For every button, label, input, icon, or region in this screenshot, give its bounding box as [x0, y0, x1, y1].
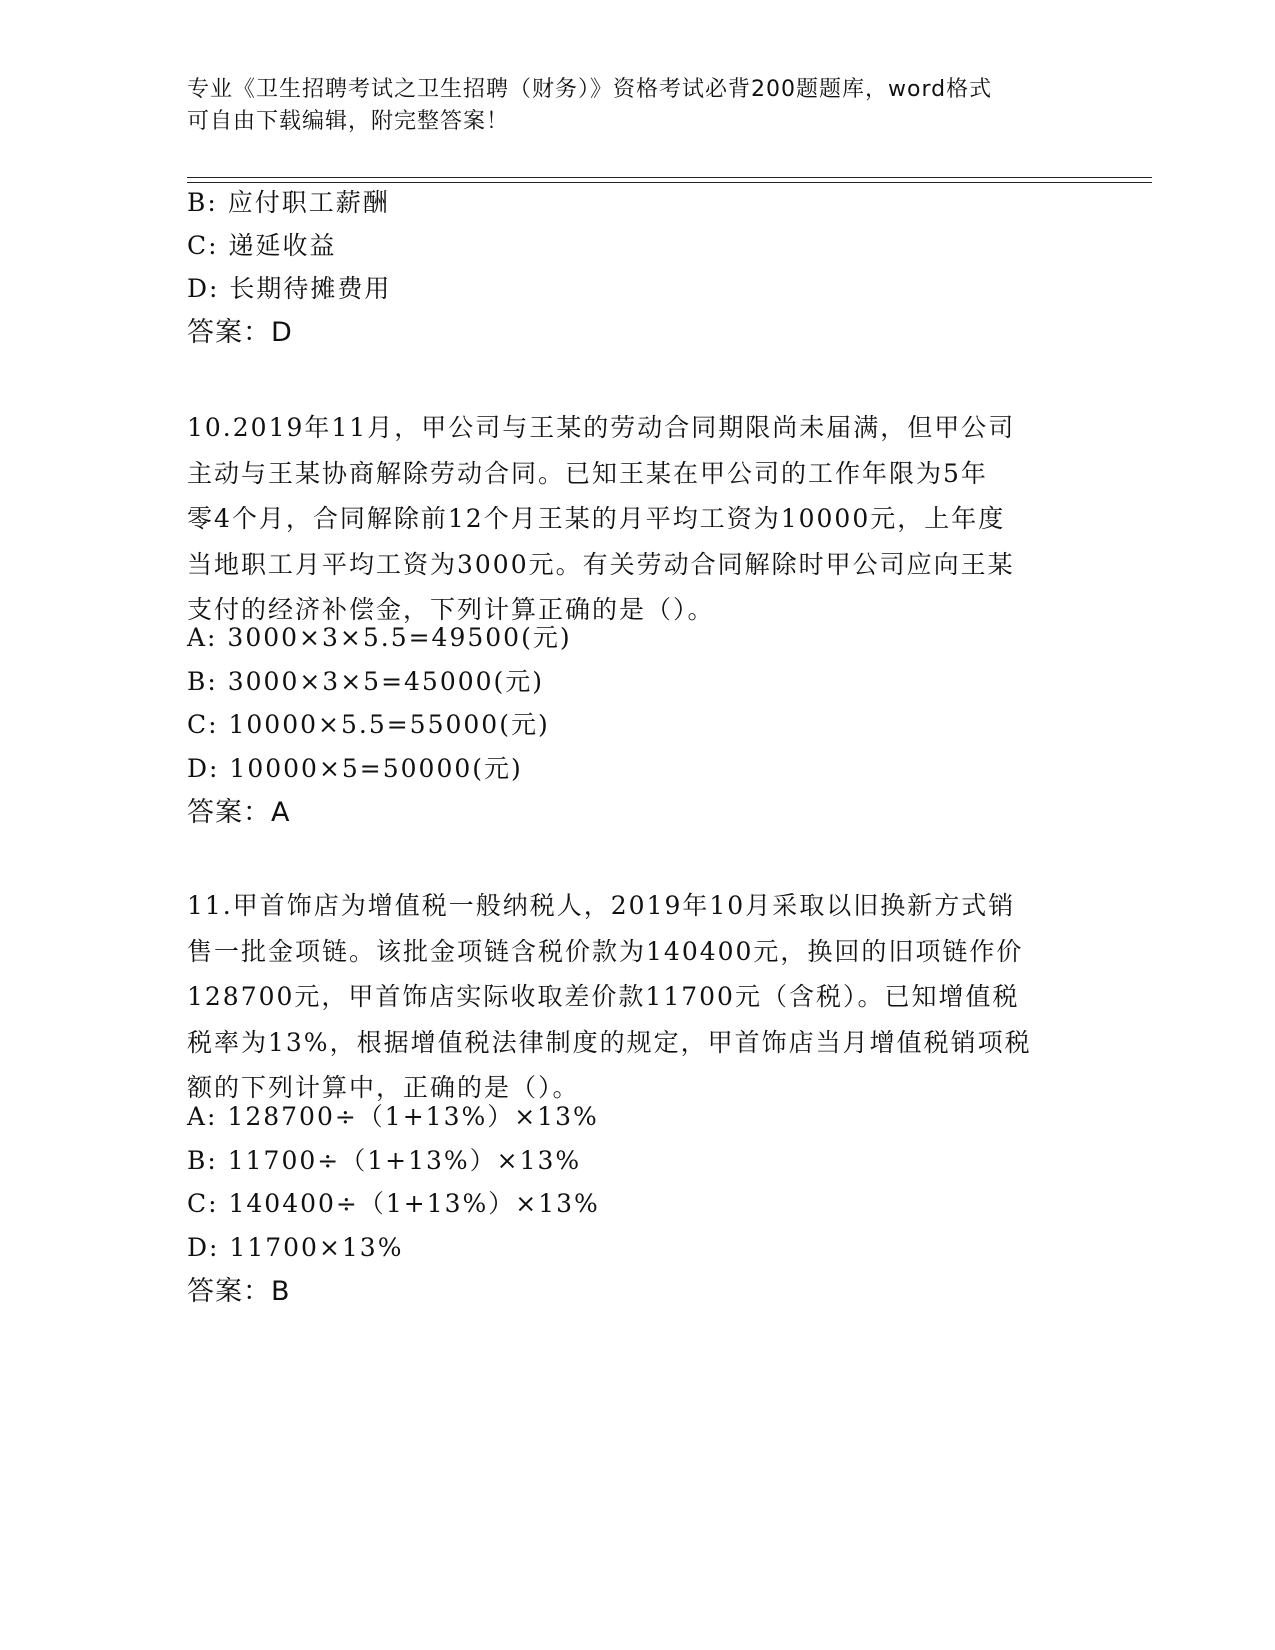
q10-stem	[187, 405, 1087, 633]
q11-stem-line: 税率为13%，根据增值税法律制度的规定，甲首饰店当月增值税销项税	[187, 1027, 1032, 1057]
header-divider-bottom	[187, 182, 1152, 183]
q9-option-b: B: 应付职工薪酬	[187, 188, 390, 217]
q11-option-c: C: 140400÷（1+13%）×13%	[187, 1189, 600, 1218]
header-line-1: 专业《卫生招聘考试之卫生招聘（财务）》资格考试必背200题题库，word格式	[187, 77, 993, 102]
q11-stem-line: 128700元，甲首饰店实际收取差价款11700元（含税）。已知增值税	[187, 982, 1020, 1011]
q9-answer: 答案：D	[187, 317, 293, 348]
q10-answer: 答案：A	[187, 797, 291, 828]
q10-stem-line: 支付的经济补偿金，下列计算正确的是（）。	[187, 595, 715, 624]
q10-option-c: C: 10000×5.5=55000(元)	[187, 710, 550, 739]
q10-option-a: A: 3000×3×5.5=49500(元)	[187, 623, 572, 652]
q10-stem-line: 零4个月，合同解除前12个月王某的月平均工资为10000元，上年度	[187, 504, 1006, 533]
q11-option-b: B: 11700÷（1+13%）×13%	[187, 1146, 582, 1175]
q9-option-d: D: 长期待摊费用	[187, 274, 392, 303]
q11-answer: 答案：B	[187, 1276, 291, 1307]
q11-stem-line: 11.甲首饰店为增值税一般纳税人，2019年10月采取以旧换新方式销	[187, 891, 1016, 920]
q10-stem-line: 当地职工月平均工资为3000元。有关劳动合同解除时甲公司应向王某	[187, 549, 1015, 579]
q11-option-d: D: 11700×13%	[187, 1233, 404, 1262]
document-header	[187, 74, 1067, 138]
header-divider-top	[187, 177, 1152, 178]
q11-option-a: A: 128700÷（1+13%）×13%	[187, 1102, 599, 1131]
q10-stem-line: 主动与王某协商解除劳动合同。已知王某在甲公司的工作年限为5年	[187, 458, 988, 488]
q11-stem-line: 额的下列计算中，正确的是（）。	[187, 1073, 580, 1102]
q10-option-b: B: 3000×3×5=45000(元)	[187, 667, 545, 696]
q11-stem	[187, 883, 1087, 1111]
header-line-2: 可自由下载编辑，附完整答案！	[187, 109, 510, 134]
q11-stem-line: 售一批金项链。该批金项链含税价款为140400元，换回的旧项链作价	[187, 936, 1024, 966]
q10-option-d: D: 10000×5=50000(元)	[187, 754, 523, 783]
q9-option-c: C: 递延收益	[187, 231, 337, 260]
q10-stem-line: 10.2019年11月，甲公司与王某的劳动合同期限尚未届满，但甲公司	[187, 413, 1016, 442]
